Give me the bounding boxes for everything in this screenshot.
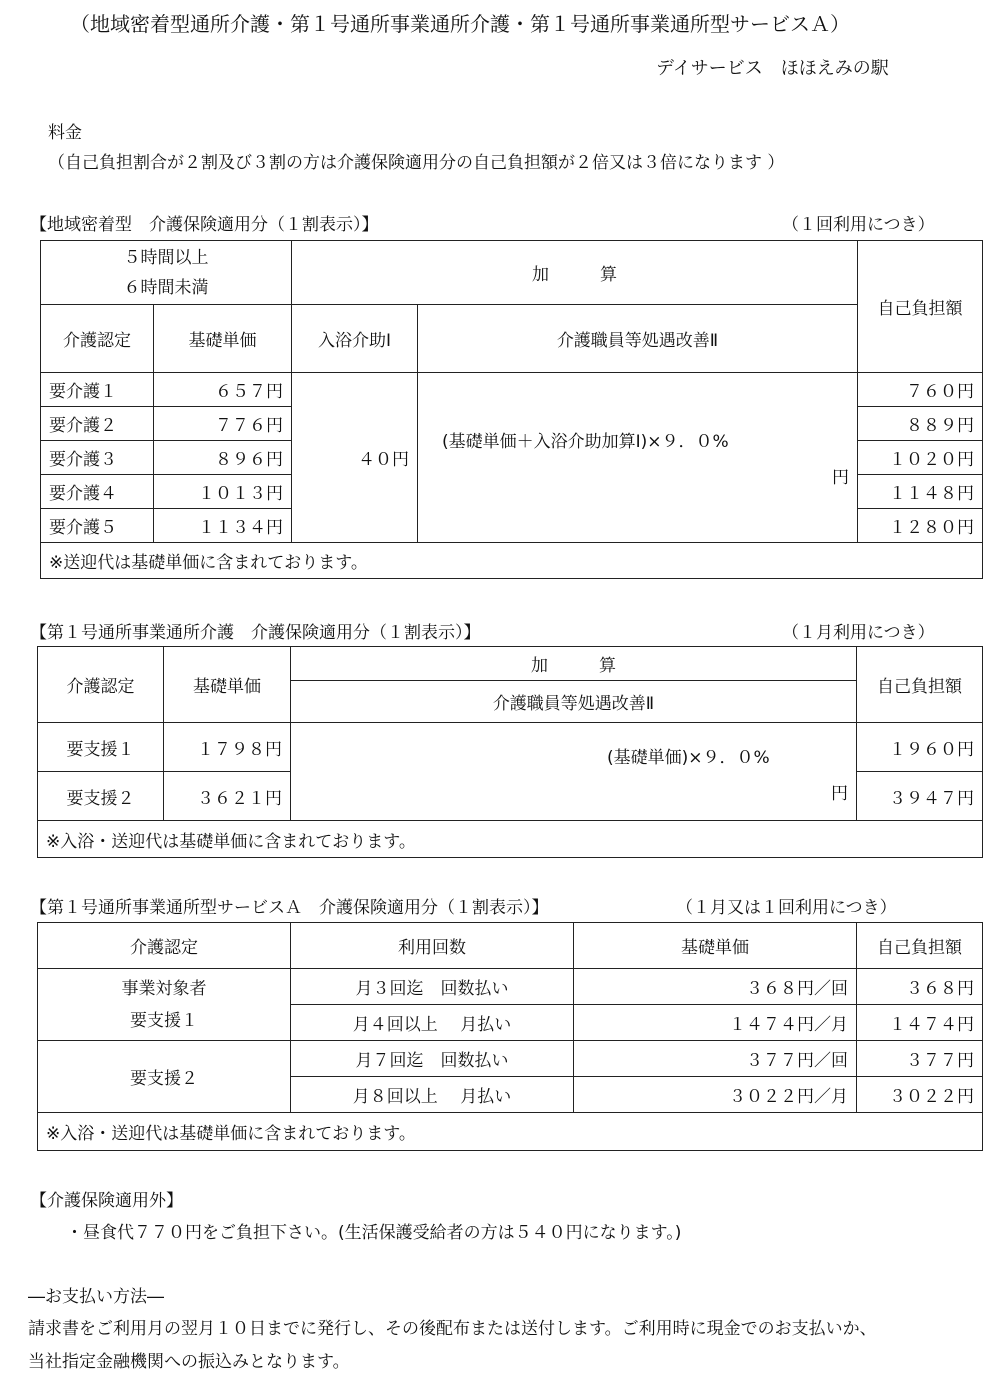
col-base-price: 基礎単価 bbox=[154, 305, 292, 373]
base-price: ３６８円／回 bbox=[574, 969, 857, 1005]
usage-count: 月８回以上 月払い bbox=[291, 1077, 574, 1113]
payment-line1: 請求書をご利用月の翌月１０日までに発行し、その後配布または送付します。ご利用時に現金でのお支払いか、 bbox=[28, 1319, 877, 1339]
base-price: １４７４円／月 bbox=[574, 1005, 857, 1041]
self-pay-header: 自己負担額 bbox=[858, 241, 983, 373]
col-care-level: 介護認定 bbox=[38, 923, 291, 969]
self-pay: ８８９円 bbox=[858, 407, 983, 441]
col-staff-improvement: 介護職員等処遇改善Ⅱ bbox=[418, 305, 858, 373]
section3-unit: （１月又は１回利用につき） bbox=[676, 898, 897, 918]
usage-count: 月３回迄 回数払い bbox=[291, 969, 574, 1005]
section2-unit: （１月利用につき） bbox=[782, 623, 935, 643]
time-range-line2: ６時間未満 bbox=[123, 277, 209, 298]
formula-unit: 円 bbox=[831, 784, 848, 804]
base-price: １０１３円 bbox=[154, 475, 292, 509]
base-price: ３０２２円／月 bbox=[574, 1077, 857, 1113]
care-level: 要介護３ bbox=[41, 441, 154, 475]
care-level-group2: 要支援２ bbox=[38, 1041, 291, 1113]
outside-title: 【介護保険適用外】 bbox=[30, 1191, 183, 1211]
care-level-group1-line2: 要支援１ bbox=[130, 1010, 198, 1031]
self-pay: １２８０円 bbox=[858, 509, 983, 543]
self-pay: １０２０円 bbox=[858, 441, 983, 475]
formula-unit: 円 bbox=[832, 468, 849, 488]
formula-text: (基礎単価)×９．０% bbox=[607, 748, 770, 768]
payment-line2: 当社指定金融機関への振込みとなります。 bbox=[28, 1352, 350, 1372]
col-base-price: 基礎単価 bbox=[574, 923, 857, 969]
section1-note: ※送迎代は基礎単価に含まれております。 bbox=[41, 543, 983, 579]
document-title: （地域密着型通所介護・第１号通所事業通所介護・第１号通所事業通所型サービスＡ） bbox=[70, 12, 850, 36]
col-care-level: 介護認定 bbox=[38, 647, 164, 723]
col-base-price: 基礎単価 bbox=[164, 647, 291, 723]
col-usage-count: 利用回数 bbox=[291, 923, 574, 969]
base-price: ７７６円 bbox=[154, 407, 292, 441]
self-pay: ３９４７円 bbox=[857, 772, 983, 821]
formula-cell bbox=[291, 723, 857, 821]
section1-title: 【地域密着型 介護保険適用分（１割表示）】 bbox=[30, 215, 379, 235]
self-pay: ３６８円 bbox=[857, 969, 983, 1005]
col-bath-assist: 入浴介助Ⅰ bbox=[292, 305, 418, 373]
self-pay: ７６０円 bbox=[858, 373, 983, 407]
base-price: １７９８円 bbox=[164, 723, 291, 772]
outside-text: ・昼食代７７０円をご負担下さい。(生活保護受給者の方は５４０円になります。) bbox=[66, 1223, 682, 1243]
usage-count: 月４回以上 月払い bbox=[291, 1005, 574, 1041]
base-price: １１３４円 bbox=[154, 509, 292, 543]
table-row bbox=[38, 723, 983, 772]
section3-title: 【第１号通所事業通所型サービスＡ 介護保険適用分（１割表示）】 bbox=[30, 898, 549, 918]
section3-note: ※入浴・送迎代は基礎単価に含まれております。 bbox=[38, 1113, 983, 1151]
table-row bbox=[41, 373, 983, 407]
section1-table bbox=[40, 240, 983, 579]
care-level: 要介護４ bbox=[41, 475, 154, 509]
base-price: ３６２１円 bbox=[164, 772, 291, 821]
self-pay: １１４８円 bbox=[858, 475, 983, 509]
col-self-pay: 自己負担額 bbox=[857, 923, 983, 969]
self-pay: ３０２２円 bbox=[857, 1077, 983, 1113]
care-level-group1-line1: 事業対象者 bbox=[121, 978, 207, 999]
formula-cell bbox=[418, 373, 858, 543]
table-row bbox=[38, 1041, 983, 1077]
facility-name: デイサービス ほほえみの駅 bbox=[656, 58, 889, 79]
time-range-line1: ５時間以上 bbox=[123, 247, 209, 268]
section2-table bbox=[37, 646, 983, 858]
self-pay-header: 自己負担額 bbox=[857, 647, 983, 723]
care-level: 要支援２ bbox=[38, 772, 164, 821]
payment-title: ―お支払い方法― bbox=[28, 1287, 164, 1307]
bath-assist-value: ４０円 bbox=[292, 373, 418, 543]
care-level: 要支援１ bbox=[38, 723, 164, 772]
care-level: 要介護２ bbox=[41, 407, 154, 441]
self-pay: ３７７円 bbox=[857, 1041, 983, 1077]
section1-unit: （１回利用につき） bbox=[782, 215, 935, 235]
fees-note: （自己負担割合が２割及び３割の方は介護保険適用分の自己負担額が２倍又は３倍になります ） bbox=[48, 153, 785, 173]
base-price: ６５７円 bbox=[154, 373, 292, 407]
care-level: 要介護１ bbox=[41, 373, 154, 407]
table-row bbox=[38, 969, 983, 1005]
time-range-cell bbox=[41, 241, 292, 305]
fees-heading: 料金 bbox=[48, 123, 82, 143]
care-level-group1 bbox=[38, 969, 291, 1041]
addition-header: 加 算 bbox=[292, 241, 858, 305]
addition-header: 加 算 bbox=[291, 647, 857, 681]
usage-count: 月７回迄 回数払い bbox=[291, 1041, 574, 1077]
col-care-level: 介護認定 bbox=[41, 305, 154, 373]
col-staff-improvement: 介護職員等処遇改善Ⅱ bbox=[291, 681, 857, 723]
base-price: ３７７円／回 bbox=[574, 1041, 857, 1077]
self-pay: １９６０円 bbox=[857, 723, 983, 772]
section2-note: ※入浴・送迎代は基礎単価に含まれております。 bbox=[38, 821, 983, 858]
care-level: 要介護５ bbox=[41, 509, 154, 543]
self-pay: １４７４円 bbox=[857, 1005, 983, 1041]
section3-table bbox=[37, 922, 983, 1151]
formula-text: (基礎単価＋入浴介助加算Ⅰ)×９．０% bbox=[442, 432, 729, 452]
base-price: ８９６円 bbox=[154, 441, 292, 475]
section2-title: 【第１号通所事業通所介護 介護保険適用分（１割表示）】 bbox=[30, 623, 481, 643]
